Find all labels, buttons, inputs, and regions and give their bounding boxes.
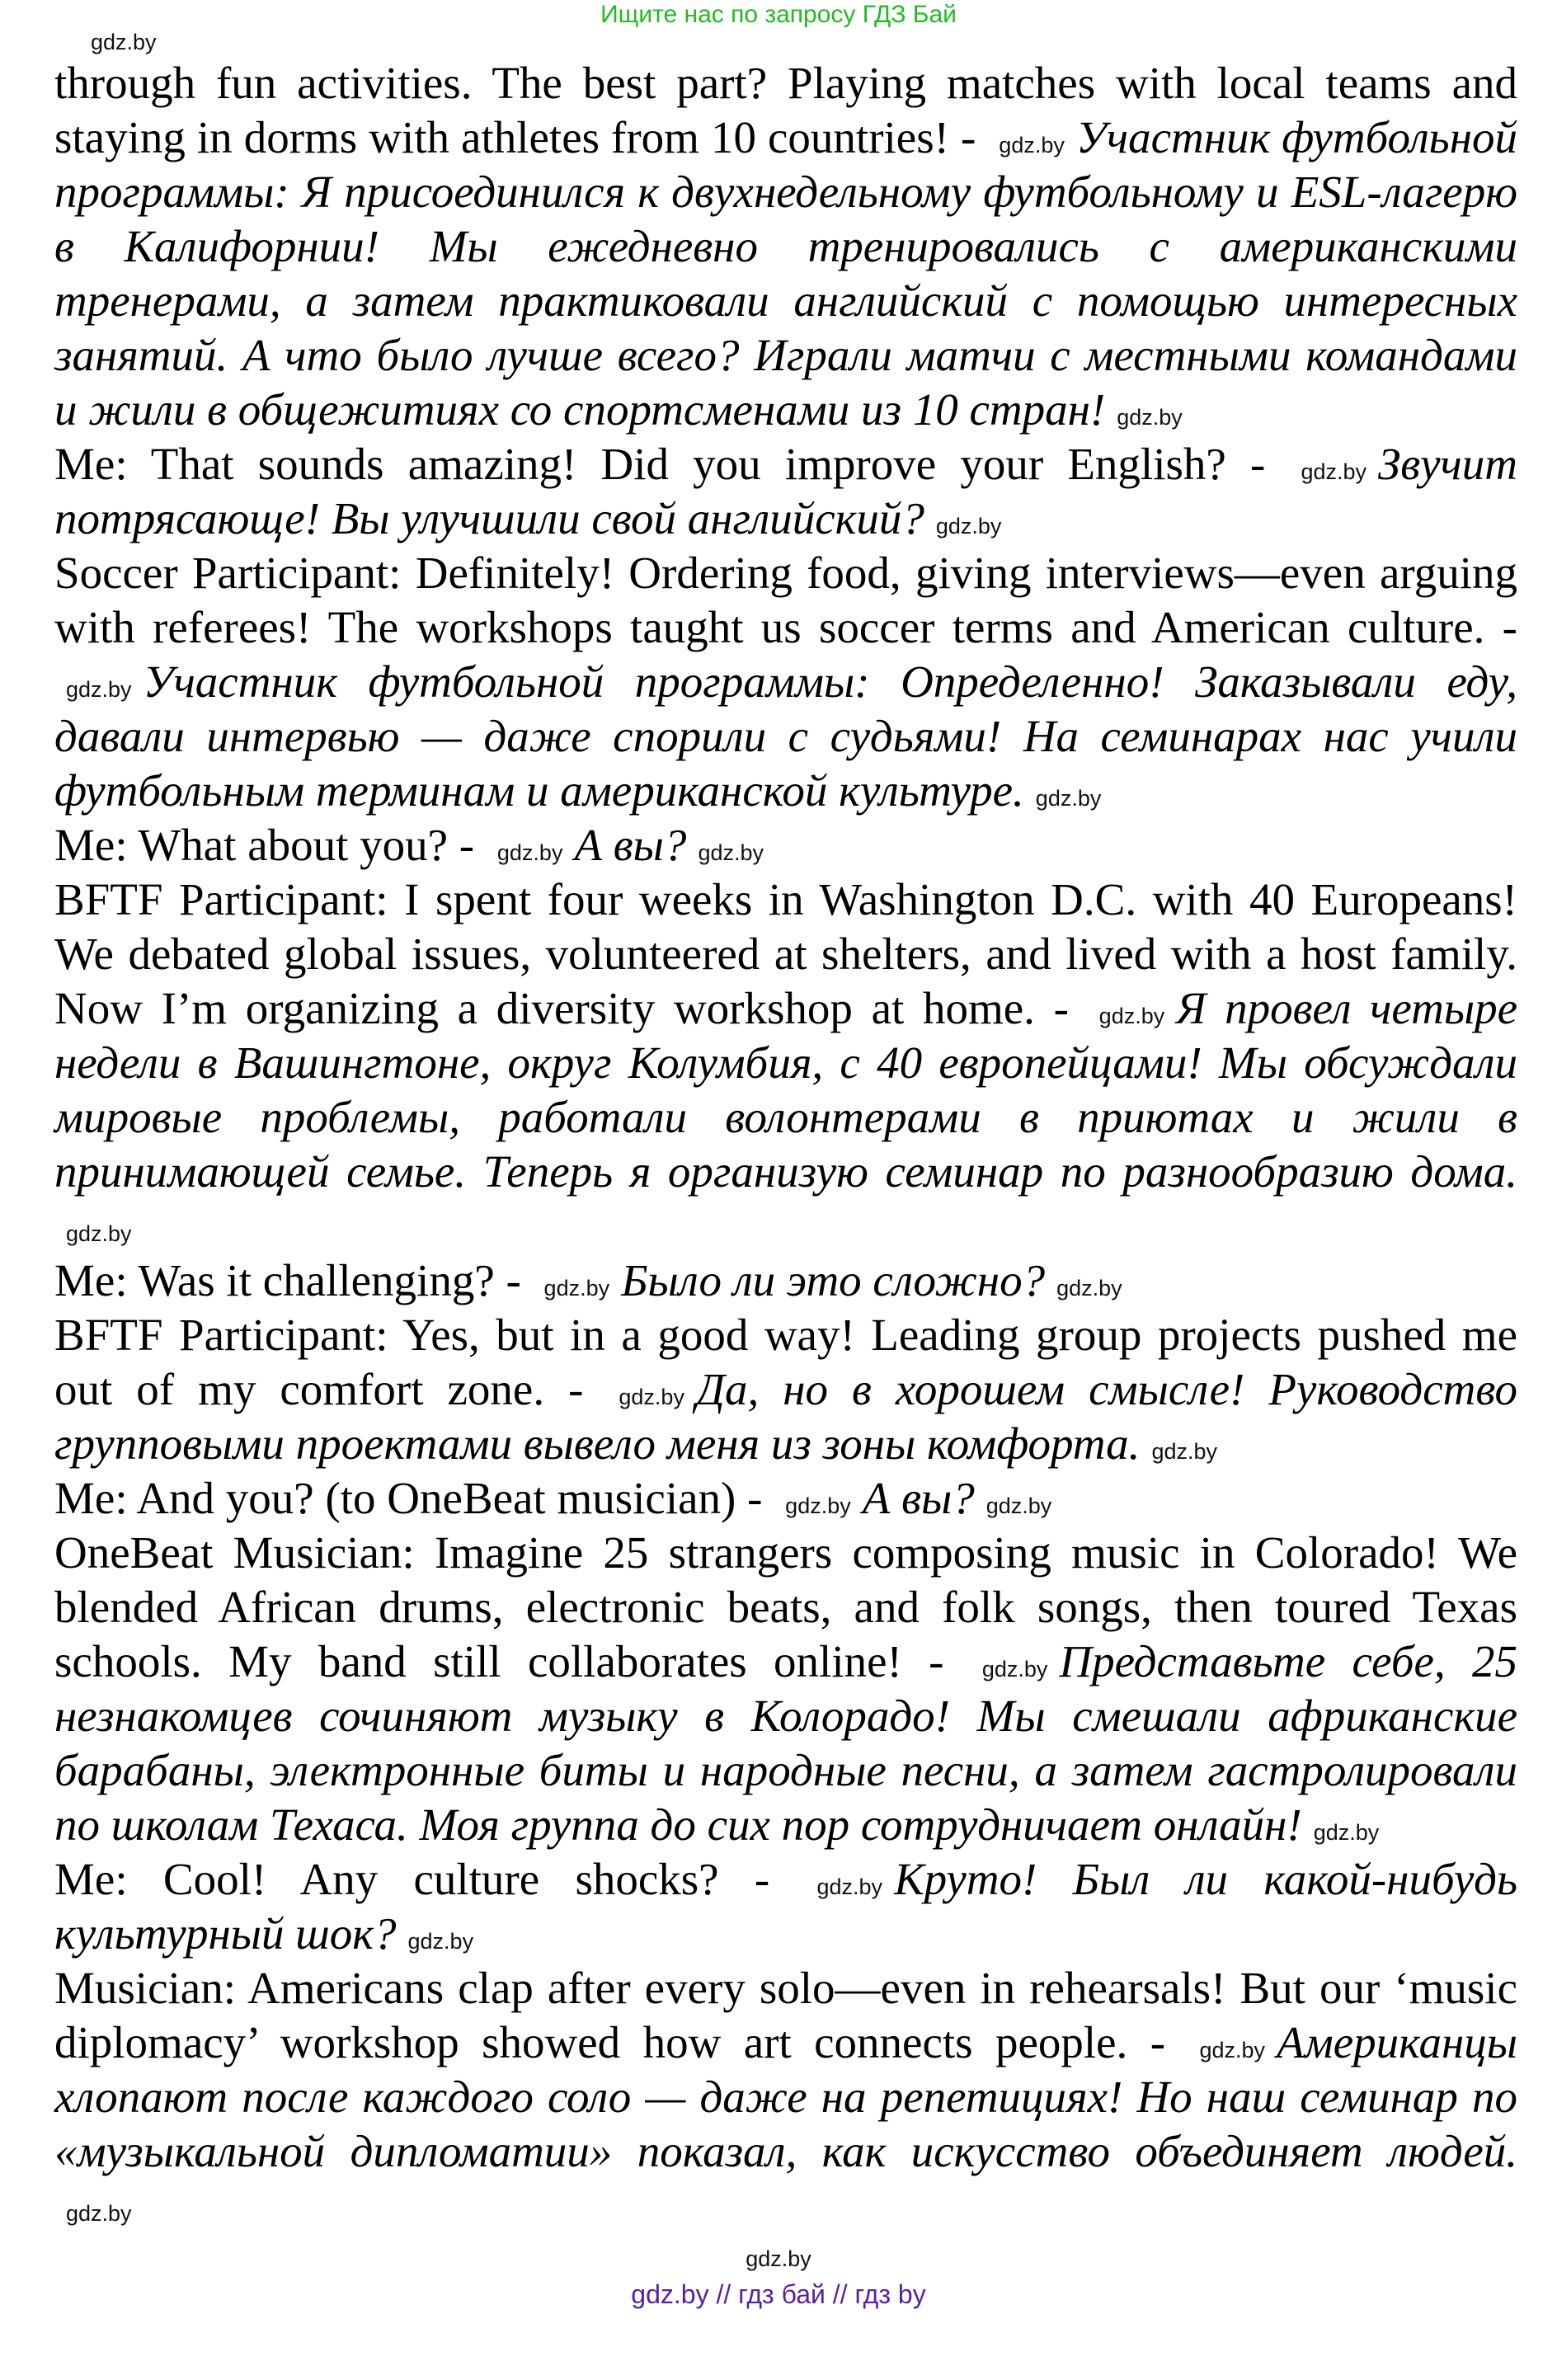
watermark: gdz.by (698, 840, 764, 865)
watermark: gdz.by (496, 840, 563, 865)
watermark: gdz.by (1056, 1276, 1122, 1301)
paragraph (54, 818, 1517, 873)
paragraph (54, 546, 1517, 818)
russian-translation: Звучит потрясающе! Вы улучшили свой английский? (54, 439, 1517, 543)
search-hint-banner[interactable]: Ищите нас по запросу ГДЗ Бай (600, 1, 957, 28)
english-text: BFTF Participant: Yes, but in a good way! Leading group projects pushed me out of my comfort zone. - (54, 1310, 1517, 1414)
paragraph (54, 1526, 1517, 1852)
watermark: gdz.by (985, 1493, 1052, 1518)
russian-translation: Участник футбольной программы: Определенно! Заказывали еду, давали интервью — даже спорили с судьями! На семинарах нас учили футбольным терминам и американской культуре. (54, 656, 1517, 816)
footer-links[interactable]: gdz.by // гдз бай // гдз by (631, 2279, 926, 2309)
paragraph (54, 1253, 1517, 1308)
english-text: Me: Was it challenging? - (54, 1255, 533, 1305)
russian-translation: Американцы хлопают после каждого соло — даже на репетициях! Но наш семинар по «музыкальной дипломатии» показал, как искусство объединяет людей. (54, 2017, 1517, 2176)
watermark: gdz.by (1313, 1820, 1380, 1845)
dialogue-text (54, 56, 1517, 2233)
russian-translation: Да, но в хорошем смысле! Руководство групповыми проектами вывело меня из зоны комфорта. (54, 1364, 1517, 1469)
russian-translation: Участник футбольной программы: Я присоединился к двухнедельному футбольному и ESL-лагерю в Калифорнии! Мы ежедневно тренировались с американскими тренерами, а затем практиковали английский с помощью интересных занятий. А что было лучше всего? Играли матчи с местными командами и жили в общежитиях со спортсменами из 10 стран! (54, 112, 1517, 435)
russian-translation: А вы? (862, 1473, 975, 1523)
watermark: gdz.by (1151, 1439, 1217, 1464)
paragraph (54, 1308, 1517, 1471)
english-text: through fun activities. The best part? Playing matches with local teams and staying in dorms with athletes from 10 countries! - (54, 58, 1517, 162)
watermark: gdz.by (66, 677, 132, 702)
watermark: gdz.by (1199, 2038, 1265, 2063)
watermark: gdz.by (66, 1221, 132, 1246)
paragraph (54, 1961, 1517, 2233)
watermark: gdz.by (746, 2246, 811, 2271)
watermark: gdz.by (785, 1493, 851, 1518)
english-text: Musician: Americans clap after every solo—even in rehearsals! But our ‘music diplomacy’ workshop showed how art connects people. - (54, 1963, 1517, 2067)
russian-translation: Я провел четыре недели в Вашингтоне, округ Колумбия, с 40 европейцами! Мы обсуждали мировые проблемы, работали волонтерами в приютах и жили в принимающей семье. Теперь я организую семинар по разнообразию дома. (54, 983, 1517, 1197)
paragraph (54, 56, 1517, 437)
watermark: gdz.by (543, 1276, 610, 1301)
watermark: gdz.by (66, 2201, 132, 2226)
russian-translation: Круто! Был ли какой-нибудь культурный шок? (54, 1854, 1517, 1959)
paragraph (54, 873, 1517, 1253)
english-text: OneBeat Musician: Imagine 25 strangers composing music in Colorado! We blended African drums, electronic beats, and folk songs, then toured Texas schools. My band still collaborates online! - (54, 1527, 1517, 1686)
watermark: gdz.by (619, 1385, 684, 1409)
watermark: gdz.by (1301, 459, 1367, 484)
russian-translation: Было ли это сложно? (621, 1255, 1046, 1305)
watermark: gdz.by (999, 133, 1065, 158)
english-text: Me: That sounds amazing! Did you improve your English? - (54, 439, 1290, 489)
watermark: gdz.by (91, 30, 157, 54)
paragraph (54, 1471, 1517, 1526)
english-text: Soccer Participant: Definitely! Ordering food, giving interviews—even arguing with referees! The workshops taught us soccer terms and American culture. - (54, 548, 1517, 652)
english-text: Me: Cool! Any culture shocks? - (54, 1854, 806, 1904)
watermark: gdz.by (1098, 1004, 1165, 1028)
watermark: gdz.by (981, 1657, 1048, 1682)
watermark: gdz.by (935, 514, 1002, 539)
english-text: Me: What about you? - (54, 820, 486, 870)
russian-translation: А вы? (574, 820, 687, 870)
watermark: gdz.by (816, 1874, 883, 1899)
watermark: gdz.by (1117, 405, 1183, 430)
english-text: BFTF Participant: I spent four weeks in Washington D.C. with 40 Europeans! We debated global issues, volunteered at shelters, and lived with a host family. Now I’m organizing a diversity workshop at home. - (54, 874, 1517, 1033)
english-text: Me: And you? (to OneBeat musician) - (54, 1473, 774, 1523)
paragraph (54, 437, 1517, 546)
watermark: gdz.by (407, 1929, 474, 1954)
watermark: gdz.by (1035, 786, 1102, 811)
russian-translation: Представьте себе, 25 незнакомцев сочиняют музыку в Колорадо! Мы смешали африканские барабаны, электронные биты и народные песни, а затем гастролировали по школам Техаса. Моя группа до сих пор сотрудничает онлайн! (54, 1636, 1517, 1850)
paragraph (54, 1852, 1517, 1961)
